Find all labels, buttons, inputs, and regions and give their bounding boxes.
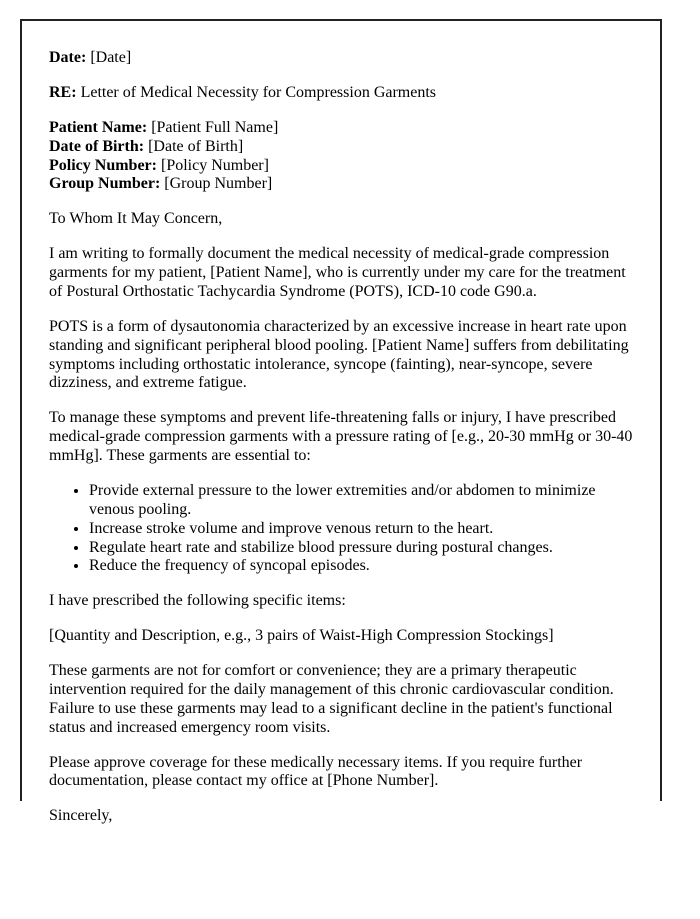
policy-number-line: [49, 157, 634, 176]
paragraph-prescription: To manage these symptoms and prevent life-threatening falls or injury, I have prescribed medical-grade compression garments with a pressure rating of [e.g., 20-30 mmHg or 30-40 mmHg]. These garments are essential to:: [49, 409, 633, 464]
paragraph-request: Please approve coverage for these medically necessary items. If you require further documentation, please contact my office at [Phone Number].: [49, 753, 583, 790]
date-label: Date:: [49, 49, 87, 66]
patient-name-value: [Patient Full Name]: [151, 118, 279, 136]
date-of-birth-label: Date of Birth:: [49, 137, 145, 155]
group-number-label: Group Number:: [49, 175, 161, 193]
re-label: RE:: [49, 83, 77, 101]
group-number-line: [49, 175, 634, 194]
paragraph-items-intro: I have prescribed the following specific items:: [49, 592, 346, 610]
medical-necessity-letter: [20, 19, 662, 825]
re-line: [49, 84, 634, 103]
paragraph-condition: POTS is a form of dysautonomia characterized by an excessive increase in heart rate upon standing and significant peripheral blood pooling. [Patient Name] suffers from debilitating symptoms including orthostatic intolerance, syncope (fainting), near-syncope, severe dizziness, and extreme fatigue.: [49, 317, 629, 392]
paragraph-intro: I am writing to formally document the medical necessity of medical-grade compression garments for my patient, [Patient Name], who is currently under my care for the treatment of Postural Orthostatic Tachycardia Syndrome (POTS), ICD-10 code G90.a.: [49, 245, 626, 300]
patient-info-block: [49, 119, 634, 195]
bullet-item: • Provide external pressure to the lower extremities and/or abdomen to minimize venous pooling.: [89, 482, 634, 520]
salutation: To Whom It May Concern,: [49, 210, 223, 228]
closing: Sincerely,: [49, 807, 113, 825]
patient-name-line: [49, 119, 634, 138]
paragraph-justification: These garments are not for comfort or convenience; they are a primary therapeutic intervention required for the daily management of this chronic cardiovascular condition. Failure to use these garments may lead to a significant decline in the patient's functional status and increased emergency room visits.: [49, 662, 614, 736]
policy-number-value: [Policy Number]: [160, 156, 269, 174]
date-line: [49, 49, 634, 68]
bullet-item: • Regulate heart rate and stabilize blood pressure during postural changes.: [89, 539, 634, 558]
page: [0, 19, 700, 919]
date-value: [Date]: [90, 49, 132, 66]
benefits-bullet-list: [49, 482, 634, 576]
re-value: Letter of Medical Necessity for Compression Garments: [80, 83, 437, 101]
date-of-birth-line: [49, 138, 634, 157]
paragraph-items-placeholder: [Quantity and Description, e.g., 3 pairs of Waist-High Compression Stockings]: [49, 627, 554, 645]
patient-name-label: Patient Name:: [49, 118, 148, 136]
policy-number-label: Policy Number:: [49, 156, 157, 174]
bullet-item: • Increase stroke volume and improve venous return to the heart.: [89, 520, 634, 539]
bullet-item: • Reduce the frequency of syncopal episodes.: [89, 557, 634, 576]
group-number-value: [Group Number]: [164, 175, 273, 193]
date-of-birth-value: [Date of Birth]: [148, 137, 244, 155]
